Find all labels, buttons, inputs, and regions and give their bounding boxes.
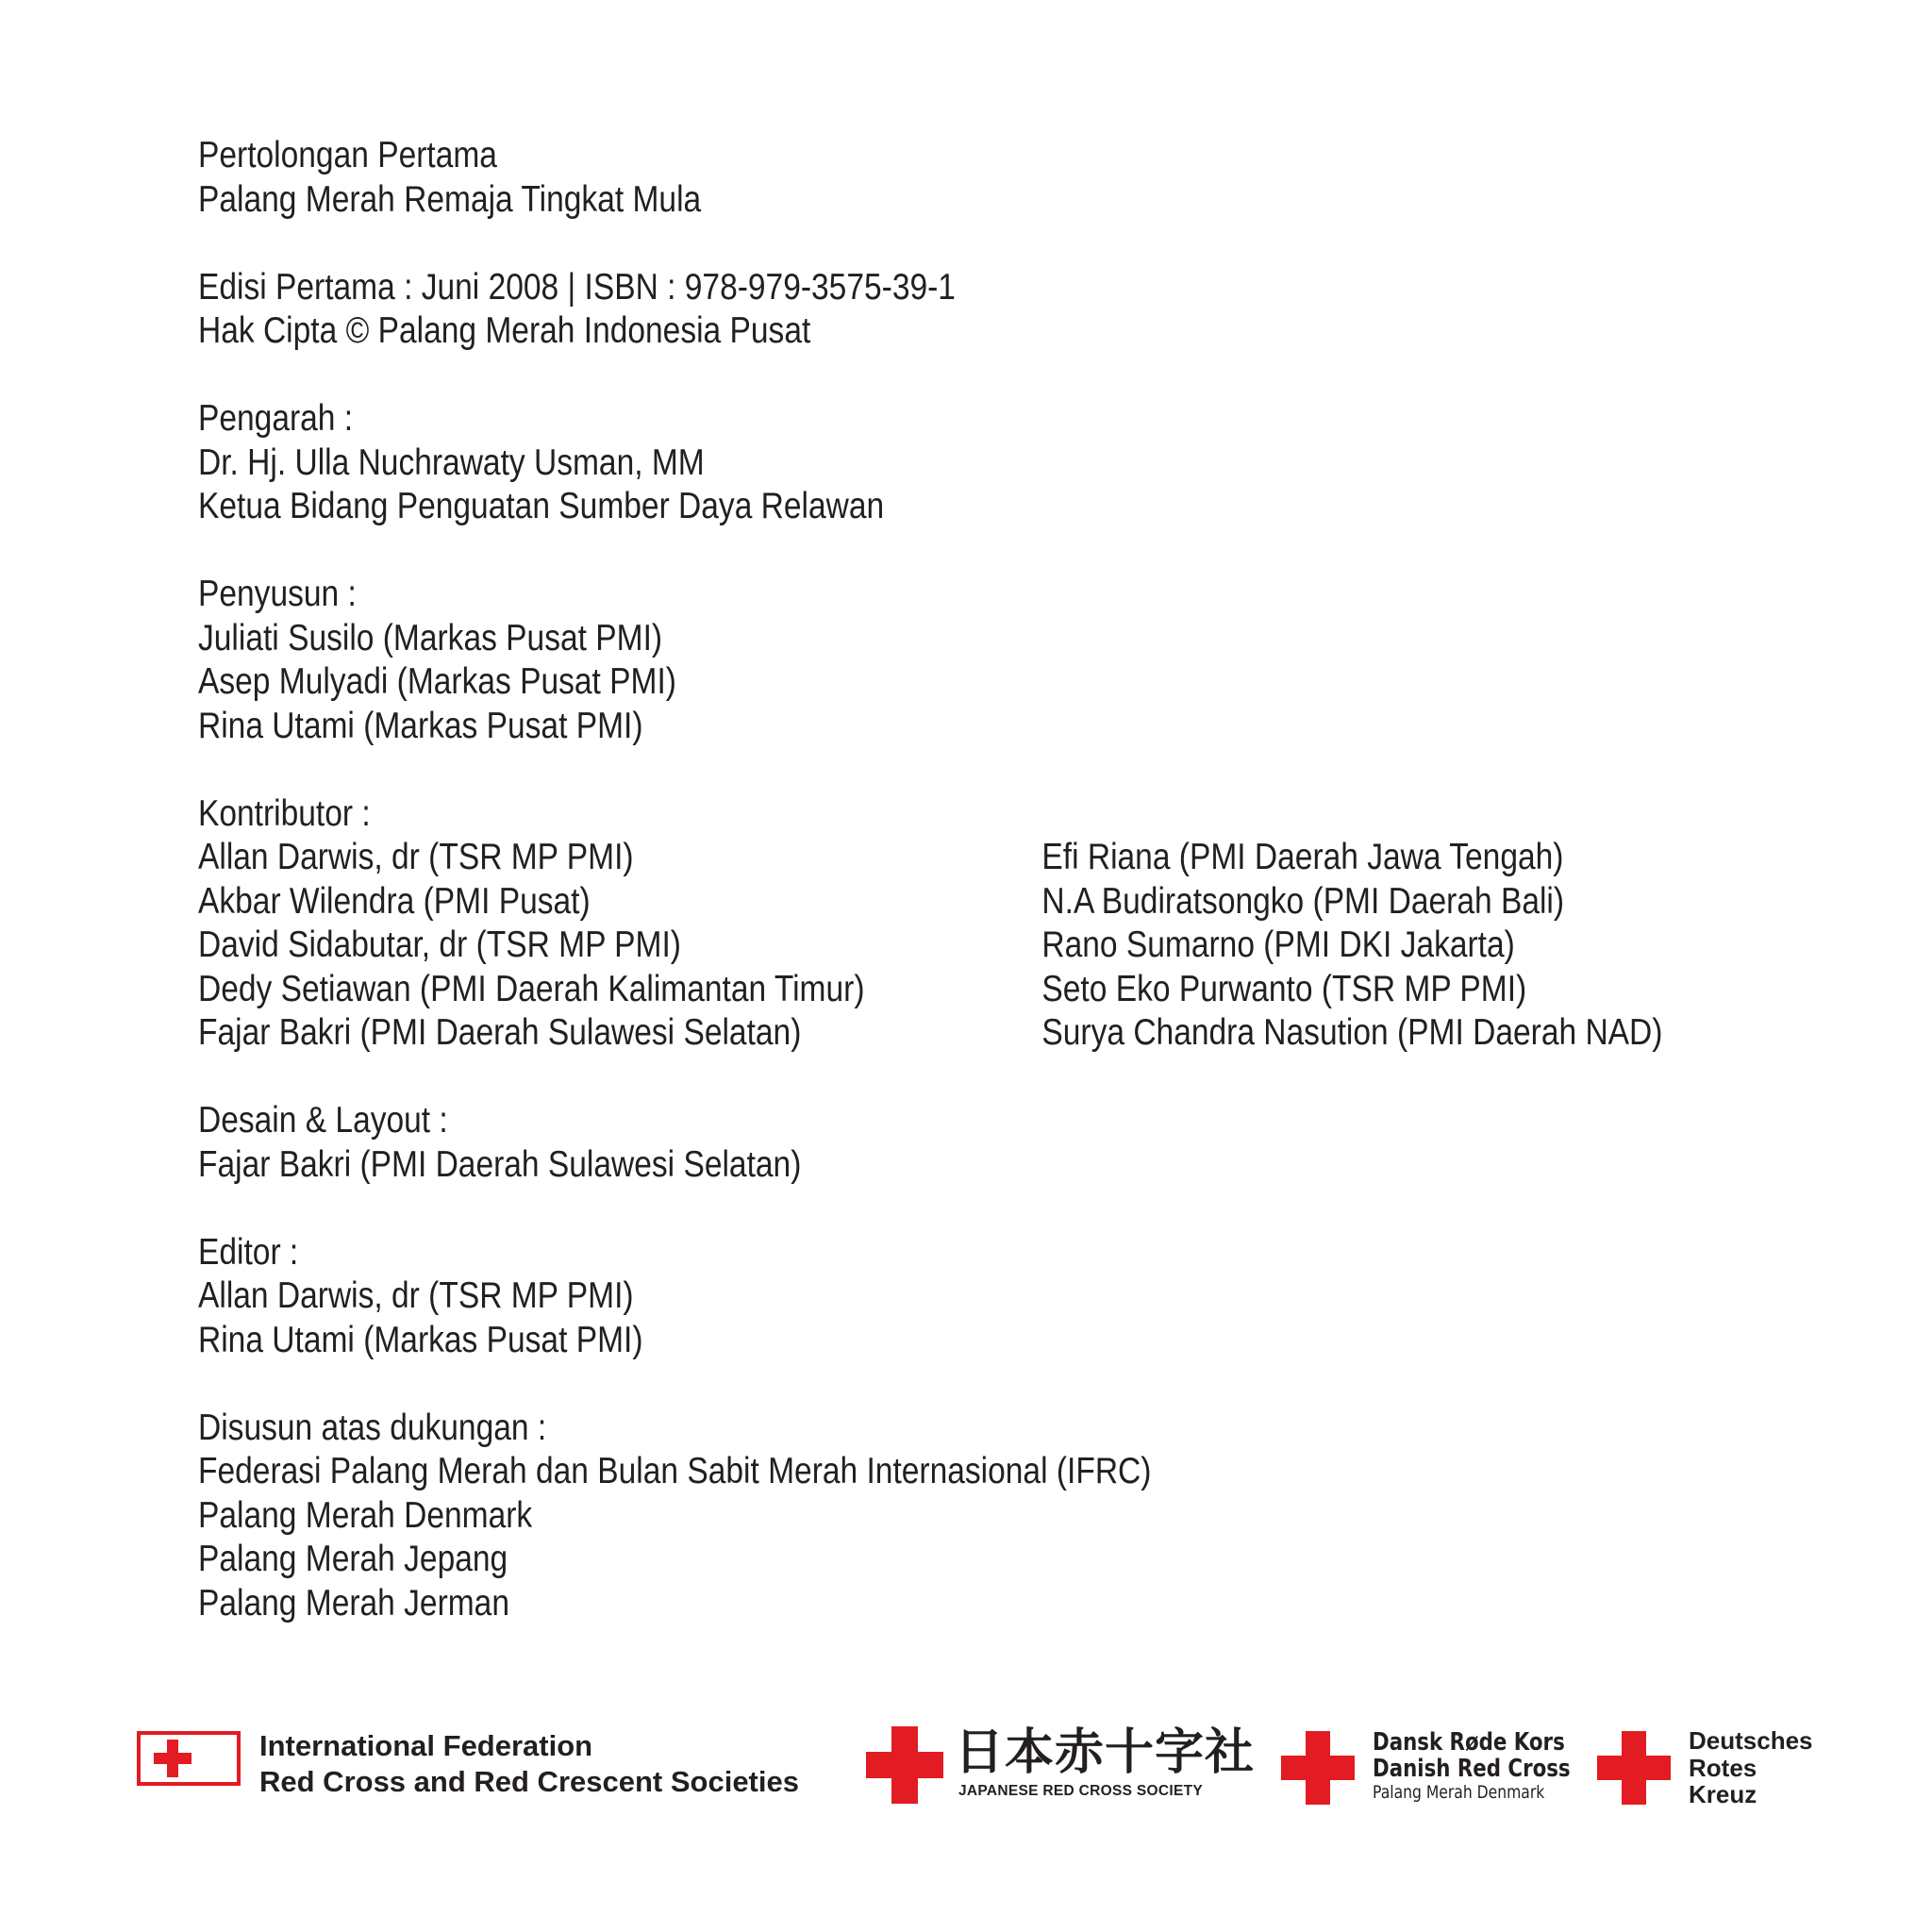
copyright: Hak Cipta © Palang Merah Indonesia Pusat <box>198 310 811 351</box>
kontributor-item: N.A Budiratsongko (PMI Daerah Bali) <box>1041 880 1565 922</box>
ifrc-logo-text <box>259 1728 799 1800</box>
red-cross-icon <box>866 1726 943 1808</box>
book-subtitle: Palang Merah Remaja Tingkat Mula <box>198 178 702 220</box>
kontributor-item: Seto Eko Purwanto (TSR MP PMI) <box>1041 968 1527 1009</box>
dukungan-line: Palang Merah Jepang <box>198 1539 508 1579</box>
drc-line-2: Danish Red Cross <box>1373 1755 1571 1783</box>
drk-line-2: Rotes <box>1689 1753 1757 1782</box>
ifrc-line-2: Red Cross and Red Crescent Societies <box>259 1765 799 1798</box>
kontributor-item: David Sidabutar, dr (TSR MP PMI) <box>198 924 681 965</box>
dukungan-heading: Disusun atas dukungan : <box>198 1407 547 1448</box>
kontributor-list <box>198 836 1663 1056</box>
desain-line: Fajar Bakri (PMI Daerah Sulawesi Selatan) <box>198 1143 802 1185</box>
ifrc-line-1: International Federation <box>259 1729 593 1762</box>
editor-line: Allan Darwis, dr (TSR MP PMI) <box>198 1275 634 1316</box>
kontributor-item: Surya Chandra Nasution (PMI Daerah NAD) <box>1041 1012 1663 1053</box>
penyusun-line: Rina Utami (Markas Pusat PMI) <box>198 705 643 746</box>
dukungan-line: Palang Merah Jerman <box>198 1582 509 1624</box>
drk-logo-text <box>1689 1727 1813 1808</box>
penyusun-line: Asep Mulyadi (Markas Pusat PMI) <box>198 661 676 702</box>
book-title: Pertolongan Pertama <box>198 135 497 175</box>
ifrc-emblem-icon <box>137 1731 241 1786</box>
editor-heading: Editor : <box>198 1231 299 1273</box>
kontributor-item: Rano Sumarno (PMI DKI Jakarta) <box>1041 924 1515 965</box>
pengarah-heading: Pengarah : <box>198 398 354 439</box>
kontributor-left-column <box>198 836 864 1056</box>
drc-logo-text <box>1373 1729 1614 1803</box>
dukungan-line: Palang Merah Denmark <box>198 1494 533 1536</box>
jrc-kanji-name: 日本赤十字社 <box>955 1724 1256 1781</box>
red-cross-icon <box>1281 1731 1355 1809</box>
dukungan-line: Federasi Palang Merah dan Bulan Sabit Merah Internasional (IFRC) <box>198 1451 1152 1491</box>
drk-line-3: Kreuz <box>1689 1780 1757 1808</box>
desain-heading: Desain & Layout : <box>198 1100 448 1141</box>
kontributor-right-column <box>1041 836 1662 1056</box>
drk-line-1: Deutsches <box>1689 1726 1813 1755</box>
kontributor-item: Efi Riana (PMI Daerah Jawa Tengah) <box>1041 837 1564 877</box>
red-cross-icon <box>1597 1731 1671 1809</box>
kontributor-heading: Kontributor : <box>198 792 371 834</box>
pengarah-line: Dr. Hj. Ulla Nuchrawaty Usman, MM <box>198 441 705 483</box>
kontributor-item: Fajar Bakri (PMI Daerah Sulawesi Selatan) <box>198 1012 802 1053</box>
editor-line: Rina Utami (Markas Pusat PMI) <box>198 1319 643 1360</box>
kontributor-item: Akbar Wilendra (PMI Pusat) <box>198 880 591 922</box>
colophon-text <box>198 134 1663 1625</box>
kontributor-item: Allan Darwis, dr (TSR MP PMI) <box>198 837 634 877</box>
drc-line-1: Dansk Røde Kors <box>1373 1728 1565 1757</box>
penyusun-heading: Penyusun : <box>198 574 357 614</box>
pengarah-line: Ketua Bidang Penguatan Sumber Daya Relawan <box>198 486 885 526</box>
drc-line-3: Palang Merah Denmark <box>1373 1782 1545 1803</box>
kontributor-item: Dedy Setiawan (PMI Daerah Kalimantan Timur) <box>198 968 865 1009</box>
penyusun-line: Juliati Susilo (Markas Pusat PMI) <box>198 617 663 658</box>
edition-isbn: Edisi Pertama : Juni 2008 | ISBN : 978-979-3575-39-1 <box>198 266 956 308</box>
jrc-english-name: JAPANESE RED CROSS SOCIETY <box>958 1783 1204 1799</box>
